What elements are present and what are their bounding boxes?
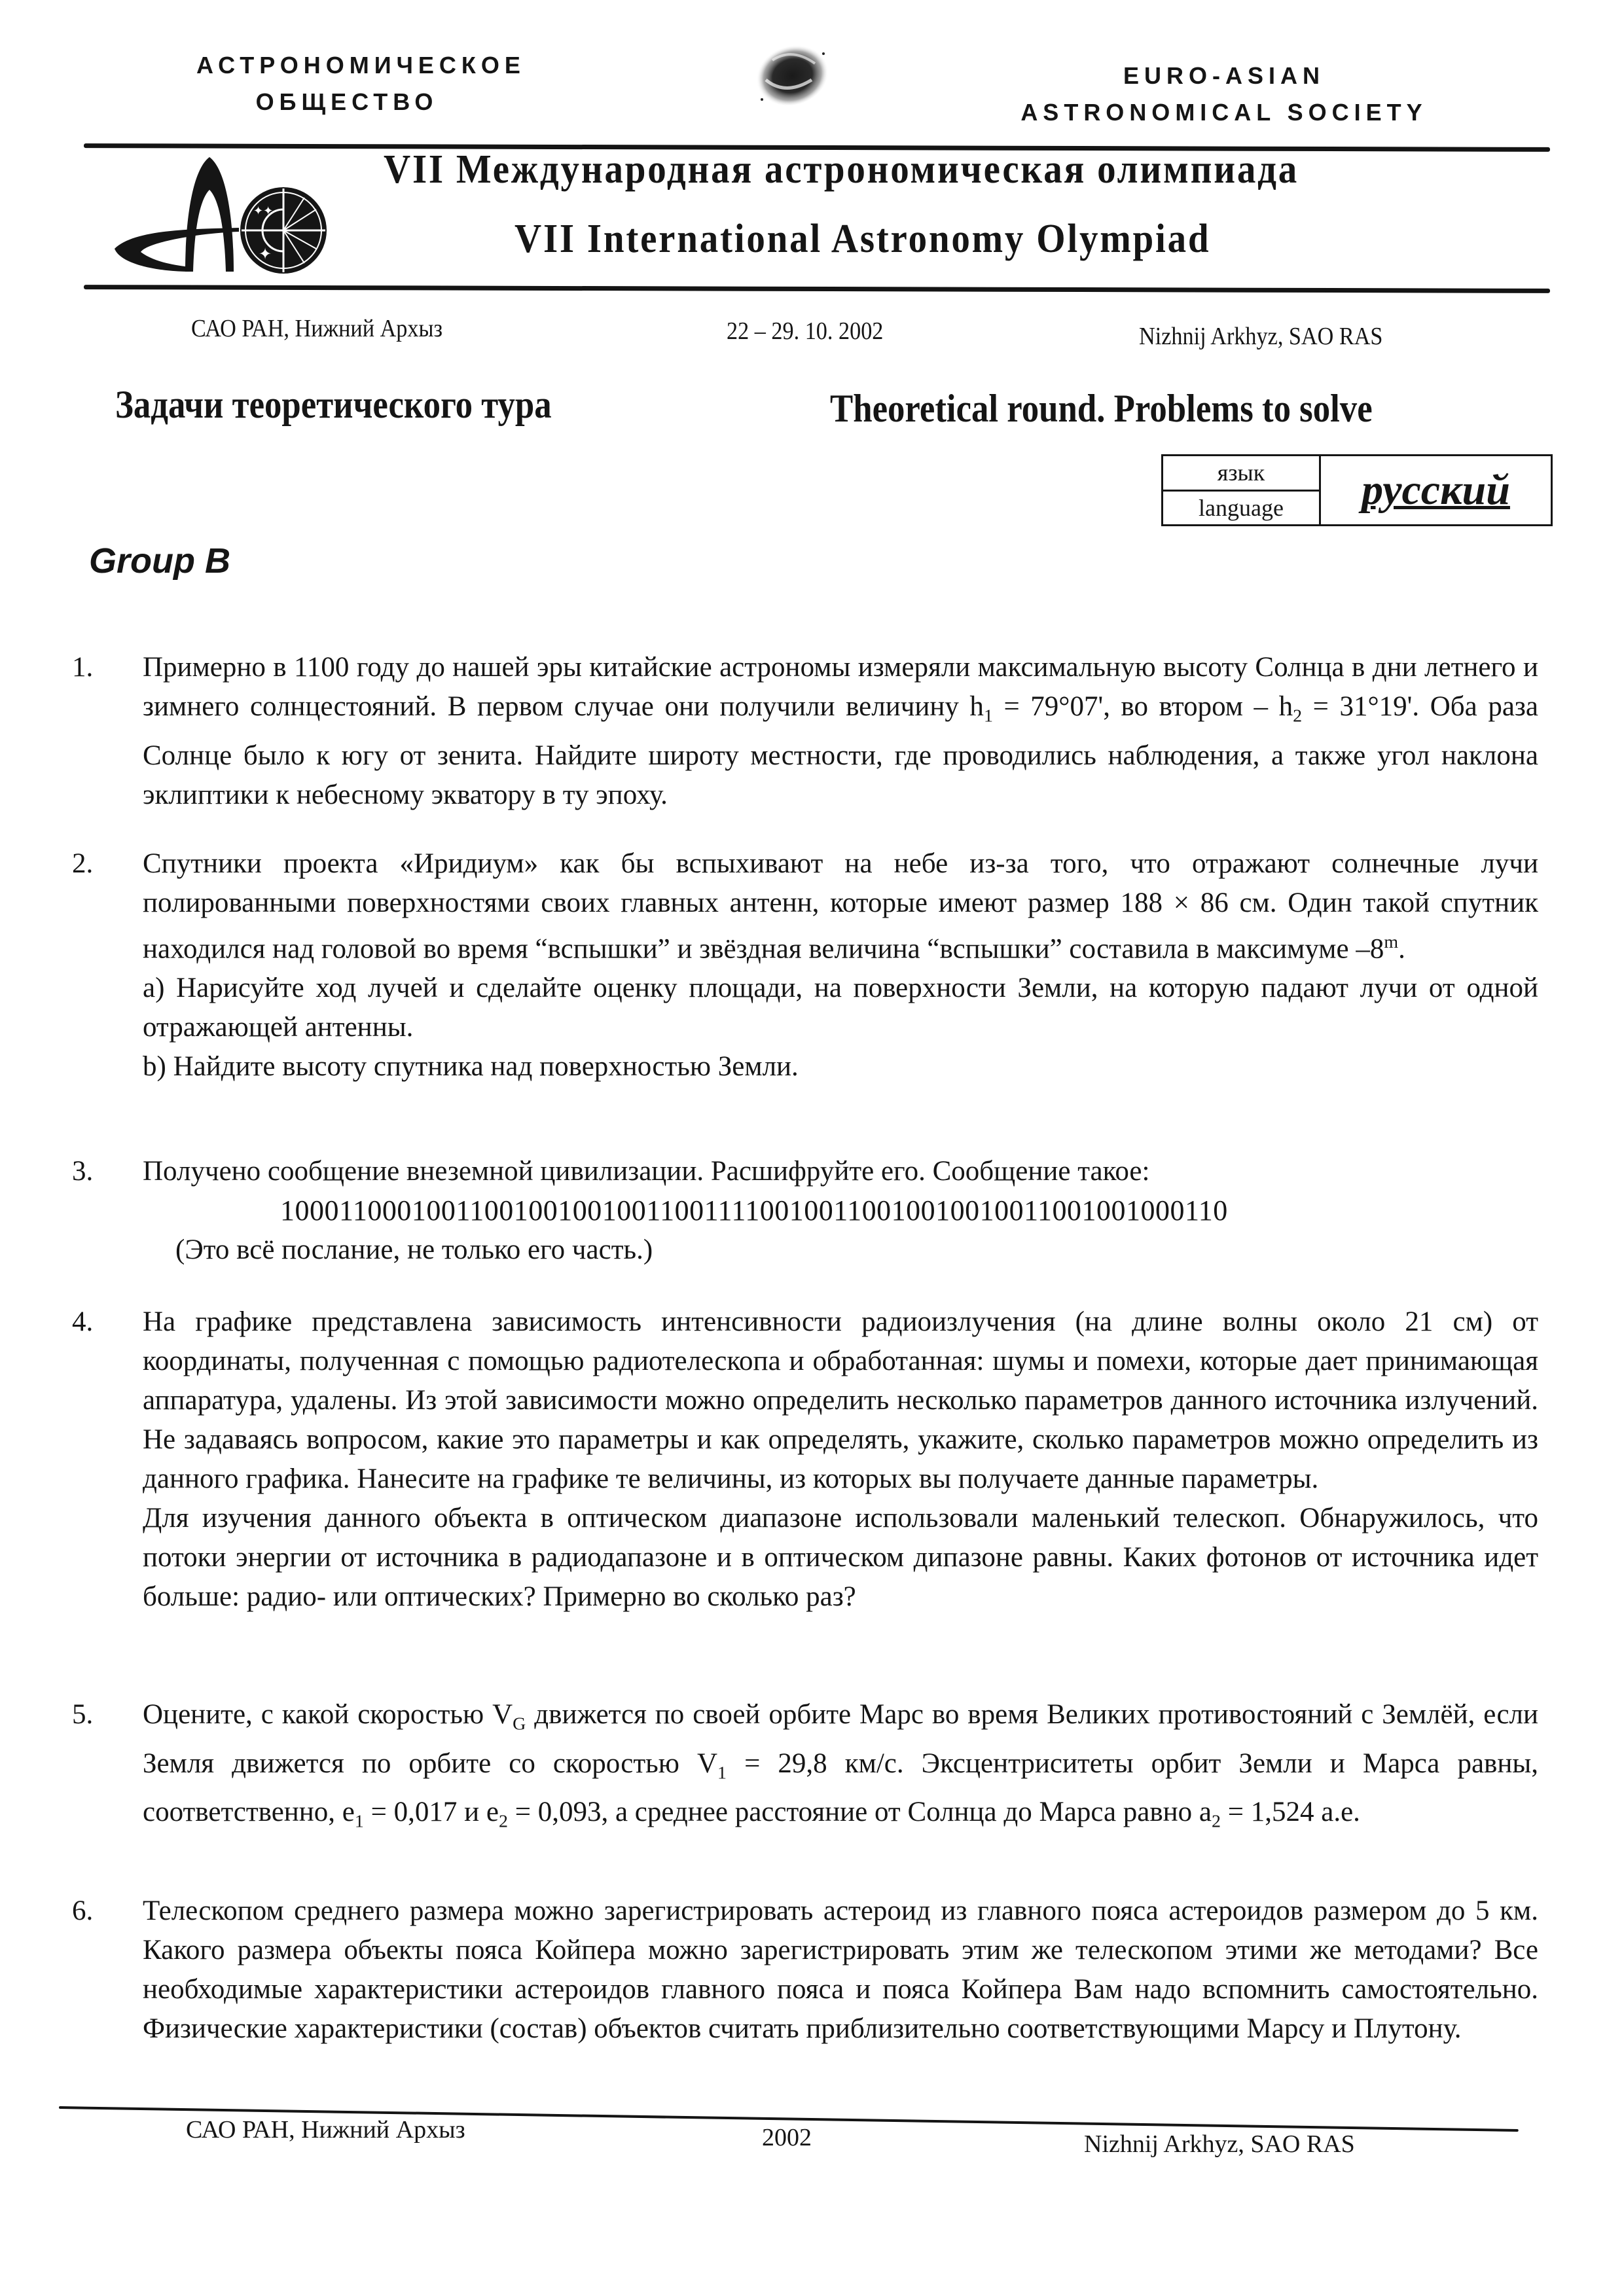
problem-text: Спутники проекта «Иридиум» как бы вспыхивают на небе из-за того, что отражают солнечные лучи полированными поверхностями своих главных антенн, которые имеют размер 188 × 86 см. Один такой спутник находился над головой во время “вспышки” и звёздная величина “вспышки” составила в максимуме –8$^m$. a) Нарисуйте ход лучей и сделайте оценку площади, на поверхности Земли, на которую падают лучи от одной отражающей антенны. b) Найдите высоту спутника над поверхностью Земли. [143, 844, 1538, 1086]
problem-2 [72, 844, 1538, 1086]
heading-ru: Задачи теоретического тура [115, 383, 552, 426]
galaxy-emblem-icon [746, 34, 838, 113]
org-name-en-line2: ASTRONOMICAL SOCIETY [1020, 99, 1428, 126]
olympiad-dates: 22 – 29. 10. 2002 [727, 317, 884, 345]
problem-number: 6. [72, 1895, 94, 1926]
title-ru: VII Международная астрономическая олимпиада [384, 147, 1299, 192]
problem-number: 2. [72, 848, 94, 879]
problem-5 [72, 1695, 1538, 1842]
language-label-ru: язык [1163, 456, 1319, 492]
language-box [1161, 454, 1553, 526]
header-bottom-rule [84, 285, 1550, 293]
problem-number: 5. [72, 1699, 94, 1730]
svg-text:✦: ✦ [259, 245, 272, 263]
org-name-en-line1: EURO-ASIAN [1123, 62, 1325, 89]
org-name-en [995, 58, 1453, 131]
problem-4 [72, 1302, 1538, 1617]
language-label-en: language [1199, 494, 1284, 521]
location-ru: САО РАН, Нижний Архыз [191, 315, 442, 342]
olympiad-logo-icon [108, 144, 370, 275]
org-name-ru [196, 47, 526, 120]
org-name-ru-line2: ОБЩЕСТВО [255, 88, 439, 115]
svg-text:✦✦: ✦✦ [253, 204, 274, 218]
footer-location-ru: САО РАН, Нижний Архыз [186, 2116, 465, 2144]
problem-text: Получено сообщение внеземной цивилизации. Расшифруйте его. Сообщение такое: 10001100010011001001001001100111100100110010010010011001001000110 (Это всё послание, не только его часть.) [143, 1152, 1538, 1270]
problem-part-a: a) Нарисуйте ход лучей и сделайте оценку площади, на поверхности Земли, на которую падают лучи от одной отражающей антенны. [143, 973, 1538, 1043]
language-labels [1163, 456, 1321, 524]
footer-location-en: Nizhnij Arkhyz, SAO RAS [1084, 2130, 1355, 2158]
problem-text: На графике представлена зависимость интенсивности радиоизлучения (на длине волны около 21 см) от координаты, полученная с помощью радиотелескопа и обработанная: шумы и помехи, которые дает принимающая аппаратура, удалены. Из этой зависимости можно определить несколько параметров данного источника излучений. Не задаваясь вопросом, какие это параметры и как определять, укажите, сколько параметров можно определить из данного графика. Нанесите на графике те величины, из которых вы получаете данные параметры. Для изучения данного объекта в оптическом диапазоне использовали маленький телескоп. Обнаружилось, что потоки энергии от источника в радиодапазоне и в оптическом дипазоне равны. Каких фотонов от источника идет больше: радио- или оптических? Примерно во сколько раз? [143, 1306, 1538, 1612]
problem-number: 3. [72, 1156, 94, 1187]
binary-message: 10001100010011001001001001100111100100110010010010011001001000110 [280, 1194, 1228, 1227]
problem-1 [72, 648, 1538, 815]
problem-number: 1. [72, 652, 94, 683]
footer-year: 2002 [762, 2124, 812, 2151]
org-name-ru-line1: АСТРОНОМИЧЕСКОЕ [196, 52, 526, 79]
problem-3 [72, 1152, 1538, 1270]
title-en: VII International Astronomy Olympiad [514, 217, 1211, 261]
group-label: Group B [89, 541, 230, 581]
problem-6 [72, 1892, 1538, 2049]
problem-text: Телескопом среднего размера можно зарегистрировать астероид из главного пояса астероидов размером до 5 км. Какого размера объекты пояса Койпера можно зарегистрировать этим же телескопом этими же методами? Все необходимые характеристики астероидов главного пояса и пояса Койпера Вам надо вспомнить самостоятельно. Физические характеристики (состав) объектов считать приблизительно соответствующими Марсу и Плутону. [143, 1895, 1538, 2044]
problem-text: Примерно в 1100 году до нашей эры китайские астрономы измеряли максимальную высоту Солнца в дни летнего и зимнего солнцестояний. В первом случае они получили величину $h_1 = 79^\circ 07'$, во втором – $h_2 = 31^\circ 19'$. Оба раза Солнце было к югу от зенита. Найдите широту местности, где проводились наблюдения, а также угол наклона эклиптики к небесному экватору в ту эпоху. [143, 652, 1538, 810]
language-value: русский [1362, 466, 1510, 514]
heading-en: Theoretical round. Problems to solve [830, 387, 1373, 430]
problem-text: Оцените, с какой скоростью $V_G$ движется по своей орбите Марс во время Великих противостояний с Землёй, если Земля движется по орбите со скоростью $V_1 = 29,8$ км/с. Эксцентриситеты орбит Земли и Марса равны, соответственно, $e_1 = 0,017$ и $e_2 = 0,093$, а среднее расстояние от Солнца до Марса равно $a_2 = 1,524$ а.е. [143, 1699, 1539, 1832]
problem-part-b: b) Найдите высоту спутника над поверхностью Земли. [143, 1051, 799, 1083]
location-en: Nizhnij Arkhyz, SAO RAS [1139, 323, 1383, 350]
problem-number: 4. [72, 1306, 94, 1337]
message-note: (Это всё послание, не только его часть.) [175, 1234, 653, 1265]
